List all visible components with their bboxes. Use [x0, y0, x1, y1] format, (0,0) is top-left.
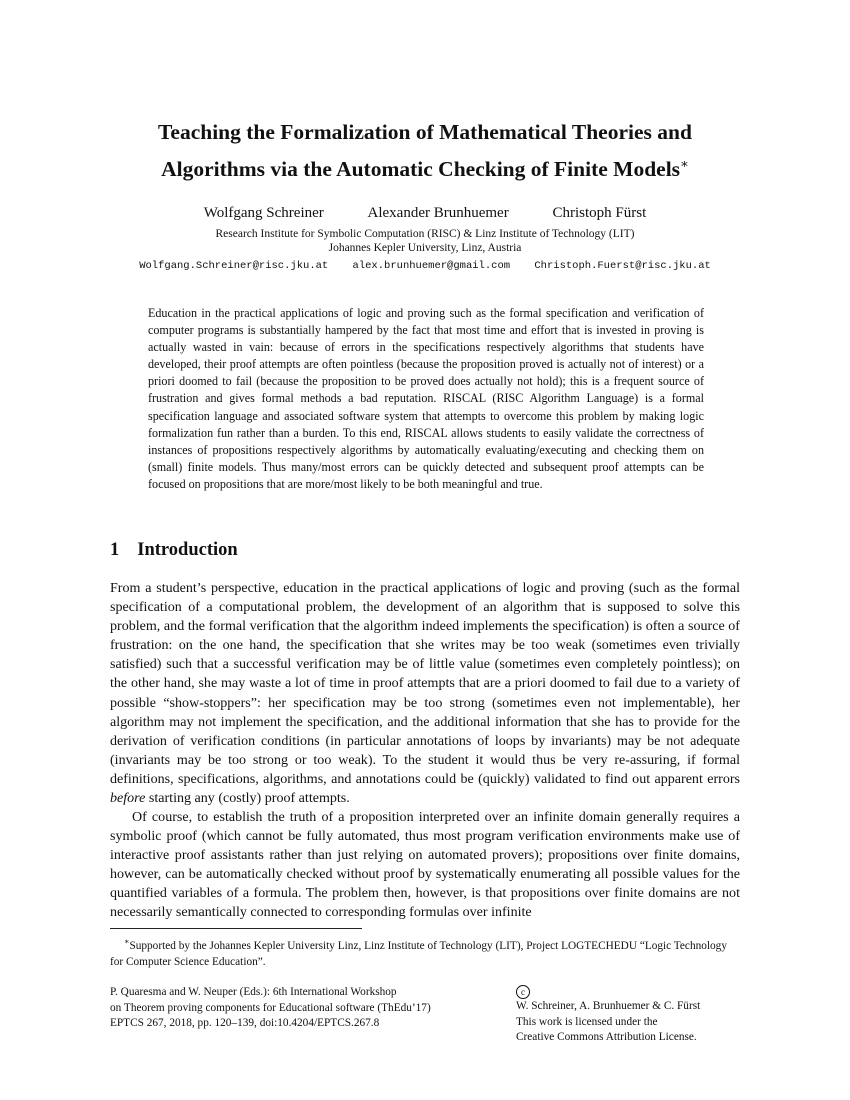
license-info [516, 985, 700, 1046]
affiliation-line-2: Johannes Kepler University, Linz, Austria [328, 242, 522, 254]
paper-title [100, 116, 750, 185]
author-list [0, 205, 850, 222]
venue-info [110, 985, 431, 1032]
affiliation-line-1: Research Institute for Symbolic Computation (RISC) & Linz Institute of Technology (LIT) [215, 228, 635, 240]
license-line-2: This work is licensed under the [516, 1015, 658, 1028]
copyright-icon: c [516, 985, 530, 999]
copyright-holders: W. Schreiner, A. Brunhuemer & C. Fürst [516, 1000, 701, 1012]
copyright-line [516, 985, 700, 1015]
title-line-2 [100, 148, 750, 185]
intro-paragraph-2: Of course, to establish the truth of a proposition interpreted over an infinite domain generally requires a symbolic proof (which cannot be fully automated, thus most program verification environments make use of interactive proof assistants rather than just relying on automated provers); propositions over finite domains, however, can be automatically checked without proof by systematically enumerating all possible values for the quantified variables of a formula. The problem then, however, is that propositions over finite domains are not necessarily semantically connected to corresponding formulas over infinite [110, 809, 740, 921]
author-fuerst: Christoph Fürst [552, 205, 647, 221]
email-schreiner: Wolfgang.Schreiner@risc.jku.at [139, 260, 329, 272]
venue-line-1: P. Quaresma and W. Neuper (Eds.): 6th International Workshop [110, 986, 397, 998]
section-heading-introduction [110, 540, 238, 561]
intro-p1-before: From a student’s perspective, education in the practical applications of logic and proving (such as the formal specification of a computational problem, the development of an algorithm that is supposed to solve this problem, and the formal verification that the algorithm indeed implements the specification) is often a source of frustration: on the one hand, the specification that she writes may be too weak (sometimes even trivially satisfied) such that a successful verification may be of little value (sometimes even completely pointless); on the other hand, she may waste a lot of time in proof attempts that are a priori doomed to fail due to a variety of possible “show-stoppers”: her specification may be too strong (sometimes even not implementable), her algorithm may not implement the specification, and the additional information that she has to provide for the derivation of verification conditions (in particular annotations of loops by invariants) may be not adequate (invariants may be too strong or too weak). To the student it would thus be very re-assuring, if formal definitions, specifications, algorithms, and annotations could be (quickly) validated to find out apparent errors [110, 580, 740, 787]
section-number: 1 [110, 540, 120, 560]
email-fuerst: Christoph.Fuerst@risc.jku.at [534, 260, 711, 272]
venue-line-3: EPTCS 267, 2018, pp. 120–139, doi:10.4204/EPTCS.267.8 [110, 1017, 380, 1030]
title-footnote-marker: ∗ [680, 156, 689, 171]
footnote [110, 934, 740, 970]
author-brunhuemer: Alexander Brunhuemer [367, 205, 509, 221]
footnote-marker: ∗ [124, 937, 130, 946]
section-title: Introduction [137, 540, 238, 560]
title-line-1: Teaching the Formalization of Mathematical Theories and [158, 120, 692, 144]
license-line-3: Creative Commons Attribution License. [516, 1031, 697, 1044]
email-list [0, 260, 850, 272]
footnote-text: Supported by the Johannes Kepler University Linz, Linz Institute of Technology (LIT), Project LOGTECHEDU “Logic Technology for Computer Science Education”. [110, 939, 727, 968]
author-schreiner: Wolfgang Schreiner [203, 205, 324, 221]
title-line-2-text: Algorithms via the Automatic Checking of Finite Models [161, 157, 681, 182]
email-brunhuemer: alex.brunhuemer@gmail.com [352, 260, 511, 272]
abstract: Education in the practical applications of logic and proving such as the formal specification and verification of computer programs is substantially hampered by the fact that most time and effort that is invested in proving is actually wasted in vain: because of errors in the specifications respectively algorithms that students have developed, their proof attempts are often pointless (because the proposition proved is actually not of interest) or a priori doomed to fail (because the proposition to be proved does actually not hold); this is a frequent source of frustration and gives formal methods a bad reputation. RISCAL (RISC Algorithm Language) is a formal specification language and associated software system that attempts to overcome this problem by making logic formalization fun rather than a burden. To this end, RISCAL allows students to easily validate the correctness of instances of propositions respectively algorithms by automatically evaluating/executing and checking them on (small) finite models. Thus many/most errors can be quickly detected and subsequent proof attempts can be focused on propositions that are more/most likely to be both meaningful and true. [148, 306, 704, 491]
intro-p1-emphasis: before [110, 790, 146, 807]
venue-line-2: on Theorem proving components for Educational software (ThEdu’17) [110, 1001, 431, 1014]
footnote-rule [110, 928, 362, 929]
intro-paragraph-1 [110, 579, 740, 808]
intro-p1-after: starting any (costly) proof attempts. [145, 790, 350, 807]
